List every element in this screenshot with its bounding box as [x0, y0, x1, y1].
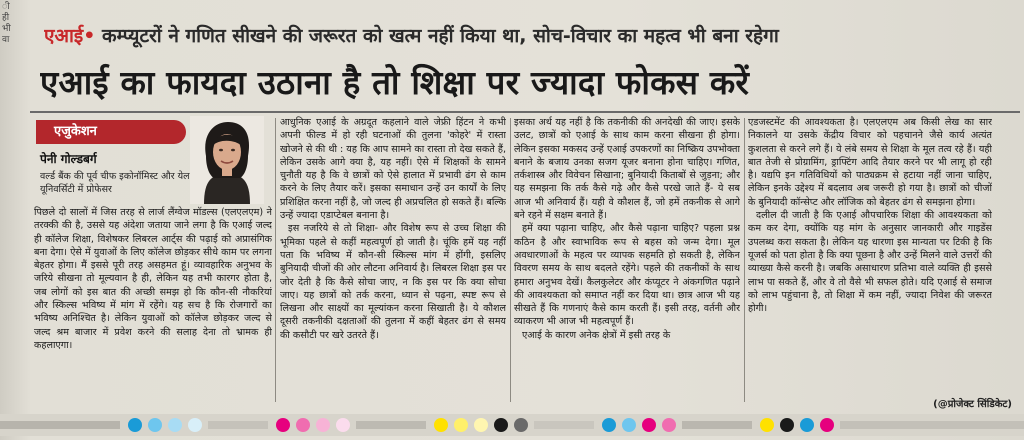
color-swatch — [760, 418, 774, 432]
paragraph: हमें क्या पढ़ाना चाहिए, और कैसे पढ़ाना चाहिए? पहला प्रश्न कठिन है और स्वाभाविक रूप से बहस को जन्म देगा। मूल अवधारणाओं के महत्व पर व्यापक सहमति हो सकती है, लेकिन विवरण समय के साथ बदलते रहेंगे। पहले की तकनीकों के साथ हमारा अनुभव देखें। कैलकुलेटर और कंप्यूटर ने अंकगणित पढ़ाने की आवश्यकता को समाप्त नहीं कर दिया था। छात्र आज भी यह सीखते हैं कि गणनाएं कैसे काम करती हैं। इसी तरह, वर्तनी और व्याकरण भी आज भी महत्वपूर्ण हैं। — [514, 223, 740, 328]
color-swatch — [454, 418, 468, 432]
color-swatch — [474, 418, 488, 432]
color-swatch — [514, 418, 528, 432]
color-swatch — [800, 418, 814, 432]
edge-fragment: ी — [2, 2, 10, 12]
article-column-1 — [34, 206, 272, 402]
color-bar — [208, 421, 268, 429]
article-column-4 — [748, 116, 992, 406]
author-description: वर्ल्ड बैंक की पूर्व चीफ इकोनॉमिस्ट और येल यूनिवर्सिटी में प्रोफेसर — [40, 171, 190, 195]
kicker-line — [44, 22, 1004, 54]
author-name: पेनी गोल्डबर्ग — [40, 152, 97, 166]
article-column-3 — [514, 116, 740, 406]
color-bar — [840, 421, 1024, 429]
section-label: एजुकेशन — [36, 120, 186, 144]
paragraph: एडजस्टमेंट की आवश्यकता है। एलएलएम अब किसी लेख का सार निकालने या उसके केंद्रीय विचार को पहचानने जैसे कार्य अत्यंत कुशलता से करने लगे हैं। ये लंबे समय से शिक्षा के मूल तत्व रहे हैं। यही बात तेजी से प्रोग्रामिंग, ड्राफ्टिंग आदि तैयार करने पर भी लागू हो रही है। यद्यपि इन गतिविधियों को पाठ्यक्रम से हटाया नहीं जाना चाहिए, लेकिन इनके उद्देश्य में बदलाव अब जरूरी हो गया है। छात्रों को चीजों के बुनियादी कॉन्सेप्ट और लॉजिक को बेहतर ढंग से समझना होगा। — [748, 117, 992, 208]
column-divider — [510, 118, 511, 402]
color-swatch — [128, 418, 142, 432]
adjacent-column-edge — [2, 2, 14, 46]
color-bar — [682, 421, 752, 429]
color-swatch — [188, 418, 202, 432]
paragraph: इसका अर्थ यह नहीं है कि तकनीकी की अनदेखी की जाए। इसके उलट, छात्रों को एआई के साथ काम करना सीखना ही होगा। लेकिन इसका मकसद उन्हें एआई उपकरणों का निष्क्रिय उपभोक्ता बनाने के बजाय उनका सजग यूजर बनाना होना चाहिए। गणित, तर्कशास्त्र और विवेचन सिखाना; बुनियादी किताबों से जुड़ना; और यह समझना कि तर्क कैसे गढ़े और कैसे परखे जाते हैं- ये सब आज भी अनिवार्य हैं। यही वे कौशल हैं, जो हमें तकनीक से आगे बने रहने में सक्षम बनाते हैं। — [514, 117, 740, 222]
column-divider — [275, 118, 276, 402]
kicker-separator: • — [83, 25, 96, 47]
headline: एआई का फायदा उठाना है तो शिक्षा पर ज्यादा फोकस करें — [40, 63, 750, 102]
color-swatch — [820, 418, 834, 432]
color-bar — [356, 421, 426, 429]
kicker-tag: एआई — [44, 25, 84, 47]
paragraph: इस नजरिये से तो शिक्षा- और विशेष रूप से उच्च शिक्षा की भूमिका पहले से कहीं महत्वपूर्ण हो जाती है। चूंकि हमें यह नहीं पता कि भविष्य में कौन-सी स्किल्स मांग में होंगी, इसलिए बुनियादी चीजों की ओर लौटना अनिवार्य है। लिबरल शिक्षा इस पर जोर देती है कि कैसे सोचा जाए, न कि इस पर कि क्या सोचा जाए। यह छात्रों को तर्क करना, ध्यान से पढ़ना, स्पष्ट रूप से लिखना और साक्ष्यों का मूल्यांकन करना सिखाती है। ये कौशल दूसरी तकनीकी दक्षताओं की तुलना में कहीं बेहतर ढंग से समय की कसौटी पर खरे उतरते हैं। — [280, 223, 506, 341]
color-swatch — [642, 418, 656, 432]
color-swatch — [494, 418, 508, 432]
color-swatch — [336, 418, 350, 432]
paragraph: पिछले दो सालों में जिस तरह से लार्ज लैंग्वेज मॉडल्स (एलएलएम) ने तरक्की की है, उससे यह अंदेशा जताया जाने लगा है कि एआई जल्द ही कॉलेज शिक्षा, विशेषकर लिबरल आर्ट्स की पढ़ाई को अप्रासंगिक बना देगा। ऐसे में युवाओं के लिए कॉलेज छोड़कर सीधे काम पर लगना बेहतर होगा। मैं इससे पूरी तरह असहमत हूं। व्यावहारिक अनुभव के जरिये सीखना तो मूल्यवान है ही, लेकिन यह तभी कारगर होता है, जब लोगों को इस बात की अच्छी समझ हो कि कौन-सी नौकरियां और स्किल्स भविष्य में मांग में रहेंगे। यह सच है कि रोजगारों का भविष्य अनिश्चित है। लेकिन युवाओं को कॉलेज छोड़कर जल्द से जल्द श्रम बाजार में प्रवेश करने की सलाह देना तो भ्रामक ही कहलाएगा। — [34, 207, 272, 351]
article-column-2 — [280, 116, 506, 406]
edge-fragment: ही — [2, 13, 10, 23]
color-swatch — [316, 418, 330, 432]
edge-fragment: भी — [2, 24, 11, 34]
author-portrait-icon — [190, 116, 264, 204]
color-swatch — [168, 418, 182, 432]
paragraph: एआई के कारण अनेक क्षेत्रों में इसी तरह के — [522, 329, 671, 341]
edge-fragment: वा — [2, 35, 10, 45]
color-bar — [534, 421, 594, 429]
author-photo — [190, 116, 264, 204]
color-swatch — [296, 418, 310, 432]
color-swatch — [276, 418, 290, 432]
paragraph: दलील दी जाती है कि एआई औपचारिक शिक्षा की आवश्यकता को कम कर देगा, क्योंकि यह मांग के अनुसार जानकारी और गाइडेंस उपलब्ध करा सकता है। लेकिन यह धारणा इस मान्यता पर टिकी है कि यूजर्स को पता होता है कि क्या पूछना है और उन्हें मिलने वाले उत्तरों की व्याख्या कैसे करनी है। जबकि असाधारण प्रतिभा वाले व्यक्ति ही इससे लाभ पा सकते हैं, और वे तो वैसे भी सफल होते। यदि एआई से समाज को लाभ पहुंचाना है, तो शिक्षा में कम नहीं, ज्यादा निवेश की जरूरत होगी। — [748, 210, 992, 315]
color-swatch — [662, 418, 676, 432]
color-swatch — [148, 418, 162, 432]
color-swatch — [434, 418, 448, 432]
syndicate-credit: (@प्रोजेक्ट सिंडिकेट) — [933, 399, 1012, 410]
paragraph: आधुनिक एआई के अग्रदूत कहलाने वाले जेफ्री हिंटन ने कभी अपनी फील्ड में हो रही घटनाओं की तुलना 'कोहरे' में रास्ता खोजने से की थी : यह कि आप सामने का रास्ता तो देख सकते हैं, लेकिन उसके आगे क्या है, यह नहीं। ऐसे में शिक्षकों के सामने चुनौती यह है कि वे छात्रों को ऐसे हालात में प्रभावी ढंग से काम करने के लिए तैयार करें। इसका समाधान उन्हें उन कार्यों के लिए प्रशिक्षित करना नहीं है, जो जल्द ही अप्रचलित हो सकते हैं। बल्कि उन्हें ज्यादा एडाप्टेबल बनाना है। — [280, 117, 506, 222]
print-color-strip — [0, 414, 1024, 436]
column-divider — [744, 118, 745, 402]
headline-rule — [30, 111, 1020, 113]
color-swatch — [602, 418, 616, 432]
author-box — [30, 116, 268, 204]
color-swatch — [622, 418, 636, 432]
color-swatch — [780, 418, 794, 432]
color-bar — [0, 421, 120, 429]
kicker-text: कम्प्यूटरों ने गणित सीखने की जरूरत को खत्म नहीं किया था, सोच-विचार का महत्व भी बना रहेगा — [102, 25, 779, 47]
